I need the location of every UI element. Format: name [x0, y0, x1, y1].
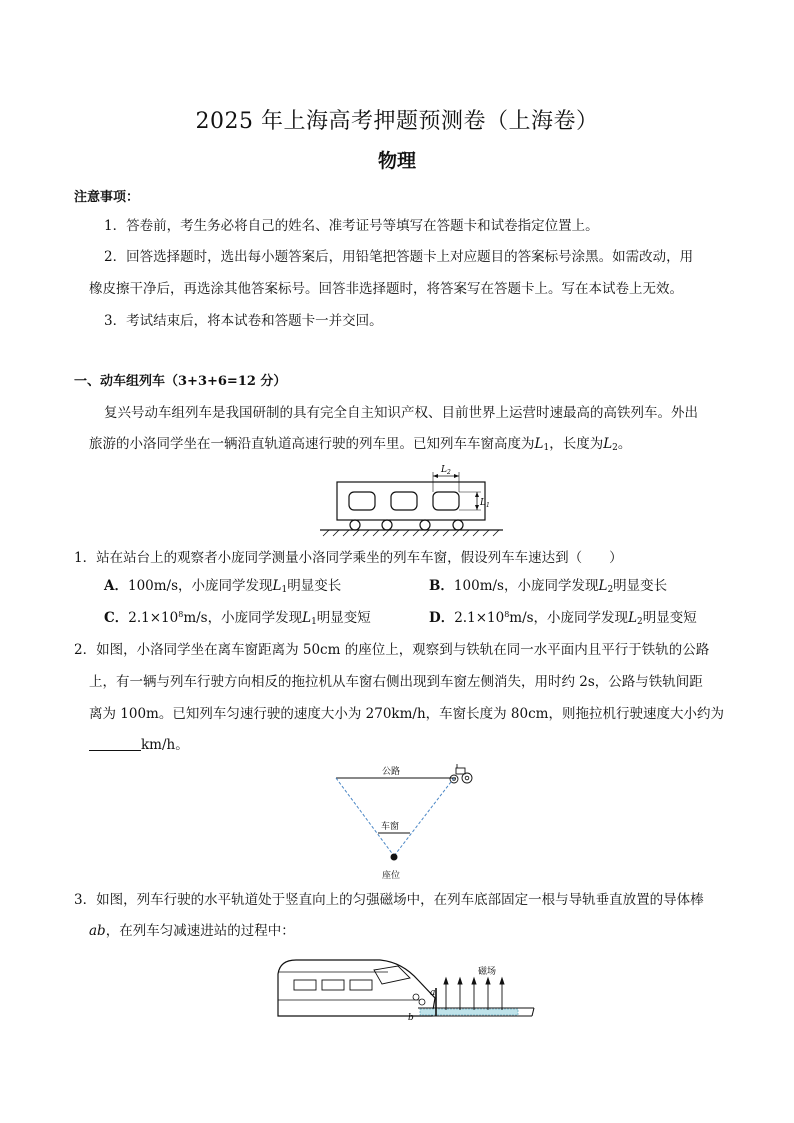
sightline-right [394, 778, 454, 856]
q1-option-c: C．$2.1\times 10^8m/s$，小庞同学发现$L_1$明显变短 [104, 610, 371, 627]
train-magnetic-field-figure [270, 950, 540, 1022]
q3-line-1: 3．如图，列车行驶的水平轨道处于竖直向上的匀强磁场中，在列车底部固定一根与导轨垂直放置的导体棒 [74, 892, 704, 908]
train-window-2 [322, 980, 344, 990]
notice-item-2-line-1: 2．回答选择题时，选出每小题答案后，用铅笔把答题卡上对应题目的答案标号涂黑。如需改动，用 [104, 249, 694, 265]
L2-label: $L_2$ [441, 465, 451, 476]
notice-item-3: 3．考试结束后，将本试卷和答题卡一并交回。 [104, 313, 383, 329]
answer-blank[interactable] [89, 736, 141, 751]
intro-line-1: 复兴号动车组列车是我国研制的具有完全自主知识产权、目前世界上运营时速最高的高铁列车。外出 [104, 405, 698, 421]
intro-line-2: 旅游的小洛同学坐在一辆沿直轨道高速行驶的列车里。已知列车车窗高度为$L_1$，长度为$L_2$。 [89, 436, 632, 453]
wheel-2 [382, 520, 392, 530]
train-car-figure [315, 462, 505, 538]
label-b: b [408, 1013, 414, 1022]
road-label: 公路 [382, 767, 401, 777]
q1-option-b: B．100m/s，小庞同学发现$L_2$明显变长 [429, 578, 668, 595]
ground-hatching [323, 530, 499, 536]
notice-item-1: 1．答卷前，考生务必将自己的姓名、准考证号等填写在答题卡和试卷指定位置上。 [104, 218, 599, 234]
train-window-3 [350, 980, 372, 990]
q2-line-1: 2．如图，小洛同学坐在离车窗距离为 50cm 的座位上，观察到与铁轨在同一水平面内且平行于铁轨的公路 [74, 642, 710, 658]
seat-point [391, 854, 398, 861]
notice-item-2-line-2: 橡皮擦干净后，再选涂其他答案标号。回答非选择题时，将答案写在答题卡上。写在本试卷上无效。 [89, 281, 683, 297]
subject-title: 物理 [377, 150, 416, 172]
notice-heading: 注意事项： [74, 190, 140, 205]
train-window-1 [294, 980, 316, 990]
q3-line-2: ab，在列车匀减速进站的过程中： [89, 923, 295, 939]
field-region [420, 1009, 518, 1015]
page-title: 2025 年上海高考押题预测卷（上海卷） [195, 109, 599, 134]
field-label: 磁场 [478, 967, 497, 977]
window-label: 车窗 [381, 822, 400, 832]
observation-figure [330, 762, 480, 866]
car-body [337, 482, 485, 520]
train-body [278, 960, 435, 1016]
field-arrows [444, 978, 504, 1010]
sightline-left [336, 778, 394, 856]
q1-stem: 1．站在站台上的观察者小庞同学测量小洛同学乘坐的列车车窗，假设列车车速达到（ ） [74, 550, 623, 566]
label-a: a [430, 988, 436, 998]
q1-option-d: D．$2.1\times 10^8m/s$，小庞同学发现$L_2$明显变短 [429, 610, 697, 627]
q2-line-2: 上，有一辆与列车行驶方向相反的拖拉机从车窗右侧出现到车窗左侧消失，用时约 2s，公路与铁轨间距 [89, 674, 703, 690]
section-heading: 一、动车组列车（3+3+6=12 分） [74, 374, 287, 389]
window-1 [349, 492, 375, 510]
wheel-1 [350, 520, 360, 530]
seat-label: 座位 [382, 871, 401, 881]
wheel-4 [453, 520, 463, 530]
q2-answer-line: km/h。 [89, 735, 189, 755]
q1-option-a: A．100m/s，小庞同学发现$L_1$明显变长 [104, 578, 342, 595]
L1-label: $L_1$ [480, 498, 490, 509]
tractor-icon [450, 764, 472, 783]
wheel-3 [420, 520, 430, 530]
window-3 [433, 492, 459, 510]
q2-line-3: 离为 100m。已知列车匀速行驶的速度大小为 270km/h，车窗长度为 80cm，则拖拉机行驶速度大小约为 [89, 706, 724, 722]
window-2 [391, 492, 417, 510]
